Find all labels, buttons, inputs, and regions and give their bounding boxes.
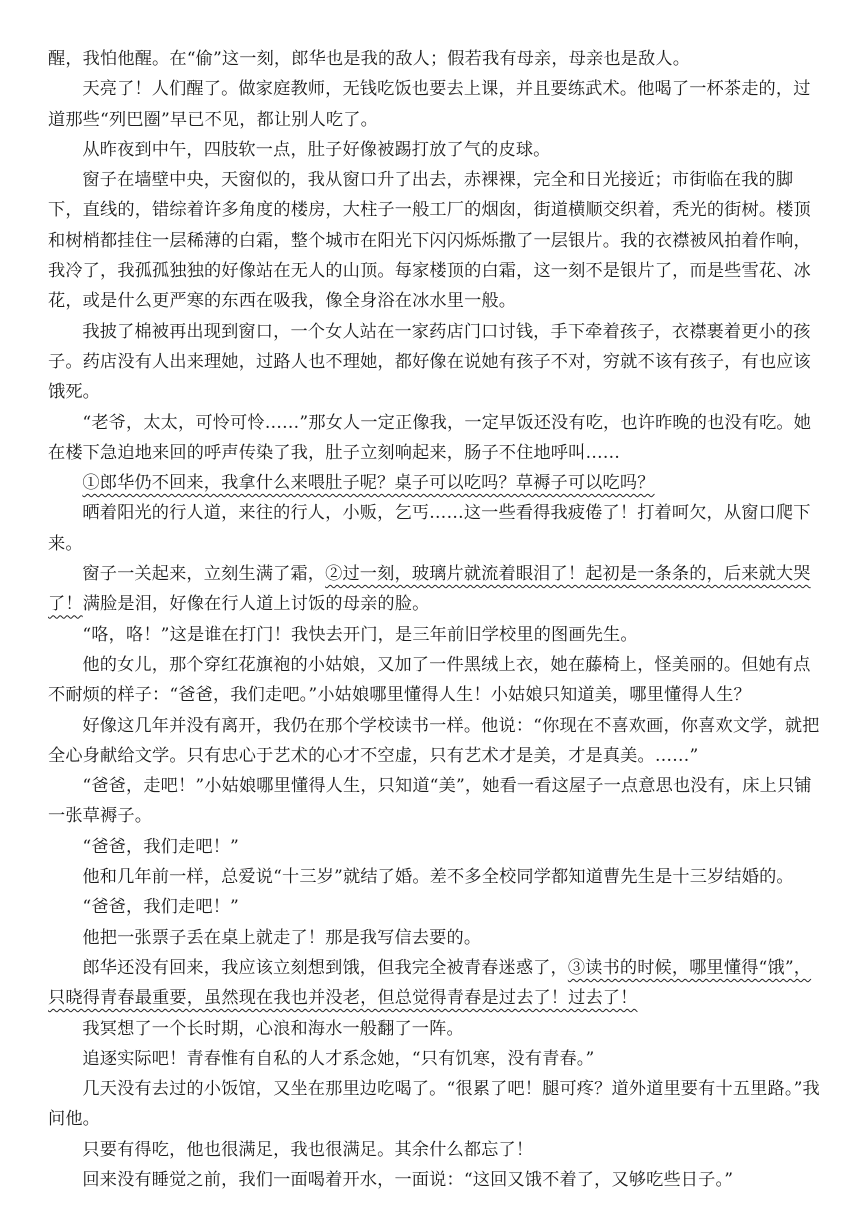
paragraph (48, 559, 820, 620)
paragraph (48, 1074, 820, 1135)
text-run: 晒着阳光的行人道，来往的行人，小贩，乞丐……这一些看得我疲倦了！打着呵欠，从窗口爬下来。 (48, 503, 811, 554)
text-run: 从昨夜到中午，四肢软一点，肚子好像被踢打放了气的皮球。 (82, 139, 551, 160)
paragraph (48, 832, 820, 862)
text-run: “爸爸，走吧！”小姑娘哪里懂得人生，只知道“美”，她看一看这屋子一点意思也没有，床上只铺一张草褥子。 (48, 776, 812, 827)
paragraph (48, 953, 820, 1014)
paragraph (48, 408, 820, 469)
text-run: 好像这几年并没有离开，我仍在那个学校读书一样。他说：“你现在不喜欢画，你喜欢文学，就把全心身献给文学。只有忠心于艺术的心才不空虚，只有艺术才是美，才是真美。……” (48, 715, 820, 766)
underlined-sentence: ①郎华仍不回来，我拿什么来喂肚子呢？桌子可以吃吗？草褥子可以吃吗？ (82, 473, 655, 494)
text-run: 满脸是泪，好像在行人道上讨饭的母亲的脸。 (82, 594, 430, 615)
paragraph (48, 317, 820, 408)
paragraph (48, 650, 820, 711)
text-run: 他和几年前一样，总爱说“十三岁”就结了婚。差不多全校同学都知道曹先生是十三岁结婚的。 (82, 867, 794, 888)
paragraph (48, 862, 820, 892)
text-run: 回来没有睡觉之前，我们一面喝着开水，一面说：“这回又饿不着了，又够吃些日子。” (82, 1169, 734, 1190)
text-run: 只要有得吃，他也很满足，我也很满足。其余什么都忘了！ (82, 1139, 534, 1160)
text-run: 我冥想了一个长时期，心浪和海水一般翻了一阵。 (82, 1018, 464, 1039)
text-run: 几天没有去过的小饭馆，又坐在那里边吃喝了。“很累了吧！腿可疼？道外道里要有十五里路。”我问他。 (48, 1079, 820, 1130)
paragraph (48, 1165, 820, 1195)
text-run: 醒，我怕他醒。在“偷”这一刻，郎华也是我的敌人；假若我有母亲，母亲也是敌人。 (48, 49, 691, 69)
text-run: “爸爸，我们走吧！” (82, 836, 239, 857)
text-run: “咯，咯！”这是谁在打门！我快去开门，是三年前旧学校里的图画先生。 (82, 624, 638, 645)
text-run: 追逐实际吧！青春惟有自私的人才系念她，“只有饥寒，没有青春。” (82, 1048, 595, 1069)
underlined-sentence: ②过一刻，玻璃片就流着眼泪了！起初是一条条的，后来就大哭了！ (48, 564, 811, 615)
paragraph (48, 711, 820, 772)
paragraph (48, 74, 820, 135)
paragraph (48, 771, 820, 832)
text-run: “爸爸，我们走吧！” (82, 897, 239, 918)
paragraph (48, 165, 820, 316)
text-run: 天亮了！人们醒了。做家庭教师，无钱吃饭也要去上课，并且要练武术。他喝了一杯茶走的，过道那些“列巴圈”早已不见，都让别人吃了。 (48, 79, 811, 130)
text-run: 我披了棉被再出现到窗口，一个女人站在一家药店门口讨钱，手下牵着孩子，衣襟裹着更小的孩子。药店没有人出来理她，过路人也不理她，都好像在说她有孩子不对，穷就不该有孩子，有也应该饿死。 (48, 321, 811, 403)
paragraph (48, 468, 820, 498)
text-run: 窗子一关起来，立刻生满了霜， (82, 564, 326, 585)
body-text (48, 44, 820, 1195)
paragraph (48, 44, 820, 74)
text-run: 窗子在墙壁中央，天窗似的，我从窗口升了出去，赤裸裸，完全和日光接近；市街临在我的脚下，直线的，错综着许多角度的楼房，大柱子一般工厂的烟囱，街道横顺交织着，秃光的街树。楼顶和树梢都挂住一层稀薄的白霜，整个城市在阳光下闪闪烁烁撒了一层银片。我的衣襟被风拍着作响，我冷了，我孤孤独独的好像站在无人的山顶。每家楼顶的白霜，这一刻不是银片了，而是些雪花、冰花，或是什么更严寒的东西在吸我，像全身浴在冰水里一般。 (48, 170, 811, 312)
paragraph (48, 923, 820, 953)
text-run: 郎华还没有回来，我应该立刻想到饿，但我完全被青春迷惑了， (82, 957, 568, 978)
paragraph (48, 620, 820, 650)
paragraph (48, 135, 820, 165)
paragraph (48, 1135, 820, 1165)
text-run: “老爷，太太，可怜可怜……”那女人一定正像我，一定早饭还没有吃，也许昨晚的也没有吃。她在楼下急迫地来回的呼声传染了我，肚子立刻响起来，肠子不住地呼叫…… (48, 412, 812, 463)
paragraph (48, 1044, 820, 1074)
underlined-sentence: ③读书的时候，哪里懂得“饿”，只晓得青春最重要，虽然现在我也并没老，但总觉得青春是过去了！过去了！ (48, 957, 812, 1009)
text-run: 他的女儿，那个穿红花旗袍的小姑娘，又加了一件黑绒上衣，她在藤椅上，怪美丽的。但她有点不耐烦的样子：“爸爸，我们走吧。”小姑娘哪里懂得人生！小姑娘只知道美，哪里懂得人生？ (48, 654, 811, 706)
paragraph (48, 1014, 820, 1044)
text-run: 他把一张票子丢在桌上就走了！那是我写信去要的。 (82, 927, 482, 948)
paragraph (48, 892, 820, 922)
paragraph (48, 498, 820, 559)
